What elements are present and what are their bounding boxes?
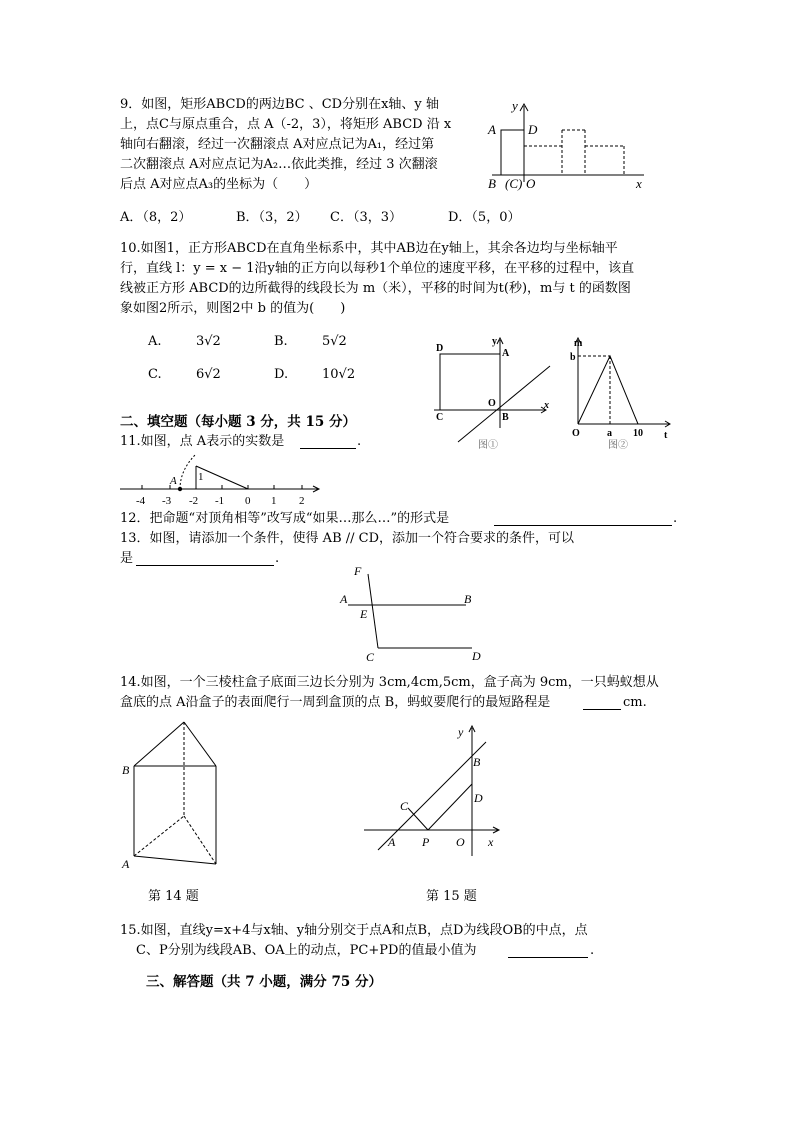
q12-period: .	[673, 511, 678, 526]
q10-fig2-caption: 图②	[608, 440, 628, 451]
q9-label-b: B	[488, 176, 496, 191]
q15-label-p: P	[422, 835, 430, 849]
q15-label-o: O	[456, 835, 465, 849]
q9-option-b: B．（3，2）	[236, 210, 308, 225]
q15-caption: 第 15 题	[426, 889, 477, 904]
q9-figure	[484, 98, 654, 191]
q15-label-y: y	[458, 725, 464, 739]
q15-label-d: D	[474, 791, 483, 805]
q9-line-2: 上，点C与原点重合，点 A（-2，3），将矩形 ABCD 沿 x	[120, 117, 452, 132]
q10-fig1-label-d: D	[436, 343, 444, 354]
q15-label-b: B	[473, 755, 481, 769]
q10-fig1-label-a: A	[502, 348, 510, 359]
q11-label-a: A	[170, 475, 177, 487]
q10-line-4: 象如图2所示，则图2中 b 的值为( )	[120, 301, 346, 316]
q9-line-1: 9．如图，矩形ABCD的两边BC 、CD分别在x轴、y 轴	[120, 97, 439, 112]
q10-fig2-label-a: a	[607, 428, 612, 439]
q11-period: .	[357, 434, 362, 449]
q13-line-1: 13．如图，请添加一个条件，使得 AB // CD，添加一个符合要求的条件，可以	[120, 531, 575, 546]
q13-answer-blank[interactable]	[136, 565, 274, 566]
q10-figure-2	[568, 334, 678, 454]
q10-fig2-label-o: O	[572, 428, 580, 439]
q11-tick-1: 1	[271, 495, 277, 507]
q11-tick--3: -3	[162, 495, 172, 507]
q10-fig1-label-o: O	[488, 398, 496, 409]
q14-answer-blank[interactable]	[583, 709, 621, 710]
q10-figure-1	[428, 334, 558, 454]
q15-figure	[360, 722, 510, 862]
q13-label-e: E	[360, 607, 368, 621]
q12-answer-blank[interactable]	[494, 525, 672, 526]
q14-figure	[118, 716, 238, 876]
q15-line-1: 15.如图，直线y=x+4与x轴、y轴分别交于点A和点B，点D为线段OB的中点，点	[120, 923, 588, 938]
q9-option-d: D．（5，0）	[448, 210, 521, 225]
q10-fig2-label-ten: 10	[633, 428, 643, 439]
q12-text: 12．把命题“对顶角相等”改写成“如果…那么…”的形式是	[120, 511, 450, 526]
q10-fig1-caption: 图①	[478, 440, 498, 451]
q11-tick-0: 0	[245, 495, 251, 507]
q10-fig1-label-c: C	[436, 412, 444, 423]
q11-tick--2: -2	[189, 495, 199, 507]
q13-label-d: D	[472, 649, 481, 663]
q11-tick--1: -1	[215, 495, 225, 507]
q10-option-d-value: 10√2	[322, 367, 356, 382]
q14-label-b: B	[122, 763, 130, 777]
q11-tick-2: 2	[299, 495, 305, 507]
q14-caption: 第 14 题	[148, 889, 199, 904]
q15-answer-blank[interactable]	[508, 957, 588, 958]
q9-line-5: 后点 A对应点A₃的坐标为（ ）	[120, 177, 318, 192]
q13-period: .	[275, 551, 280, 566]
q14-label-a: A	[122, 857, 130, 871]
q10-option-b-label: B.	[274, 334, 288, 349]
q9-label-d: D	[528, 122, 538, 137]
q10-option-c-label: C.	[148, 367, 162, 382]
q13-label-c: C	[366, 650, 375, 664]
q11-label-one: 1	[198, 471, 204, 483]
q9-label-x: x	[636, 176, 642, 191]
q9-line-3: 轴向右翻滚，经过一次翻滚点 A对应点记为A₁，经过第	[120, 137, 435, 152]
q9-option-c: C．（3，3）	[330, 210, 402, 225]
q13-figure	[338, 562, 498, 662]
q10-option-c-value: 6√2	[196, 367, 221, 382]
q10-fig1-label-b: B	[502, 412, 509, 423]
q9-label-c: (C)	[505, 176, 523, 191]
q10-fig1-label-x: x	[544, 400, 549, 411]
q11-number-line	[118, 452, 328, 508]
q10-fig2-label-m: m	[574, 338, 583, 349]
q9-label-a: A	[488, 122, 496, 137]
q11-tick--4: -4	[136, 495, 146, 507]
q14-line-2a: 盒底的点 A沿盒子的表面爬行一周到盒顶的点 B，蚂蚁要爬行的最短路程是	[120, 695, 551, 710]
q10-line-3: 线被正方形 ABCD的边所截得的线段长为 m（米），平移的时间为t(秒)，m与 t 的函数图	[120, 281, 631, 296]
q10-line-1: 10.如图1，正方形ABCD在直角坐标系中，其中AB边在y轴上，其余各边均与坐标轴平	[120, 241, 618, 256]
q13-label-a: A	[340, 592, 348, 606]
q9-label-o: O	[526, 176, 536, 191]
q13-label-b: B	[464, 592, 472, 606]
section-2-title: 二、填空题（每小题 3 分，共 15 分）	[120, 414, 356, 430]
q15-label-c: C	[400, 799, 409, 813]
q15-line-2: C、P分别为线段AB、OA上的动点，PC+PD的值最小值为	[136, 943, 477, 958]
q10-fig2-label-t: t	[664, 430, 668, 441]
q11-text: 11.如图，点 A表示的实数是	[120, 434, 285, 449]
section-3-title: 三、解答题（共 7 小题，满分 75 分）	[146, 974, 382, 990]
q15-period: .	[590, 943, 595, 958]
q15-label-x: x	[488, 835, 494, 849]
q14-line-2b: cm.	[623, 695, 647, 710]
q9-line-4: 二次翻滚点 A对应点记为A₂…依此类推，经过 3 次翻滚	[120, 157, 438, 172]
q10-option-d-label: D.	[274, 367, 289, 382]
q10-fig1-label-y: y	[492, 336, 497, 347]
q9-label-y: y	[512, 98, 518, 113]
q14-line-1: 14.如图，一个三棱柱盒子底面三边长分别为 3cm,4cm,5cm，盒子高为 9cm，一只蚂蚁想从	[120, 675, 659, 690]
q10-option-a-value: 3√2	[196, 334, 221, 349]
q15-label-a: A	[388, 835, 396, 849]
q13-line-2: 是	[120, 551, 134, 566]
q10-option-a-label: A.	[148, 334, 162, 349]
q10-option-b-value: 5√2	[322, 334, 347, 349]
q13-label-f: F	[354, 564, 362, 578]
q9-option-a: A．（8，2）	[120, 210, 192, 225]
q11-answer-blank[interactable]	[300, 448, 356, 449]
q10-fig2-label-b: b	[570, 352, 576, 363]
q10-line-2: 行，直线 l：y = x − 1沿y轴的正方向以每秒1个单位的速度平移，在平移的过程中，该直	[120, 261, 635, 276]
